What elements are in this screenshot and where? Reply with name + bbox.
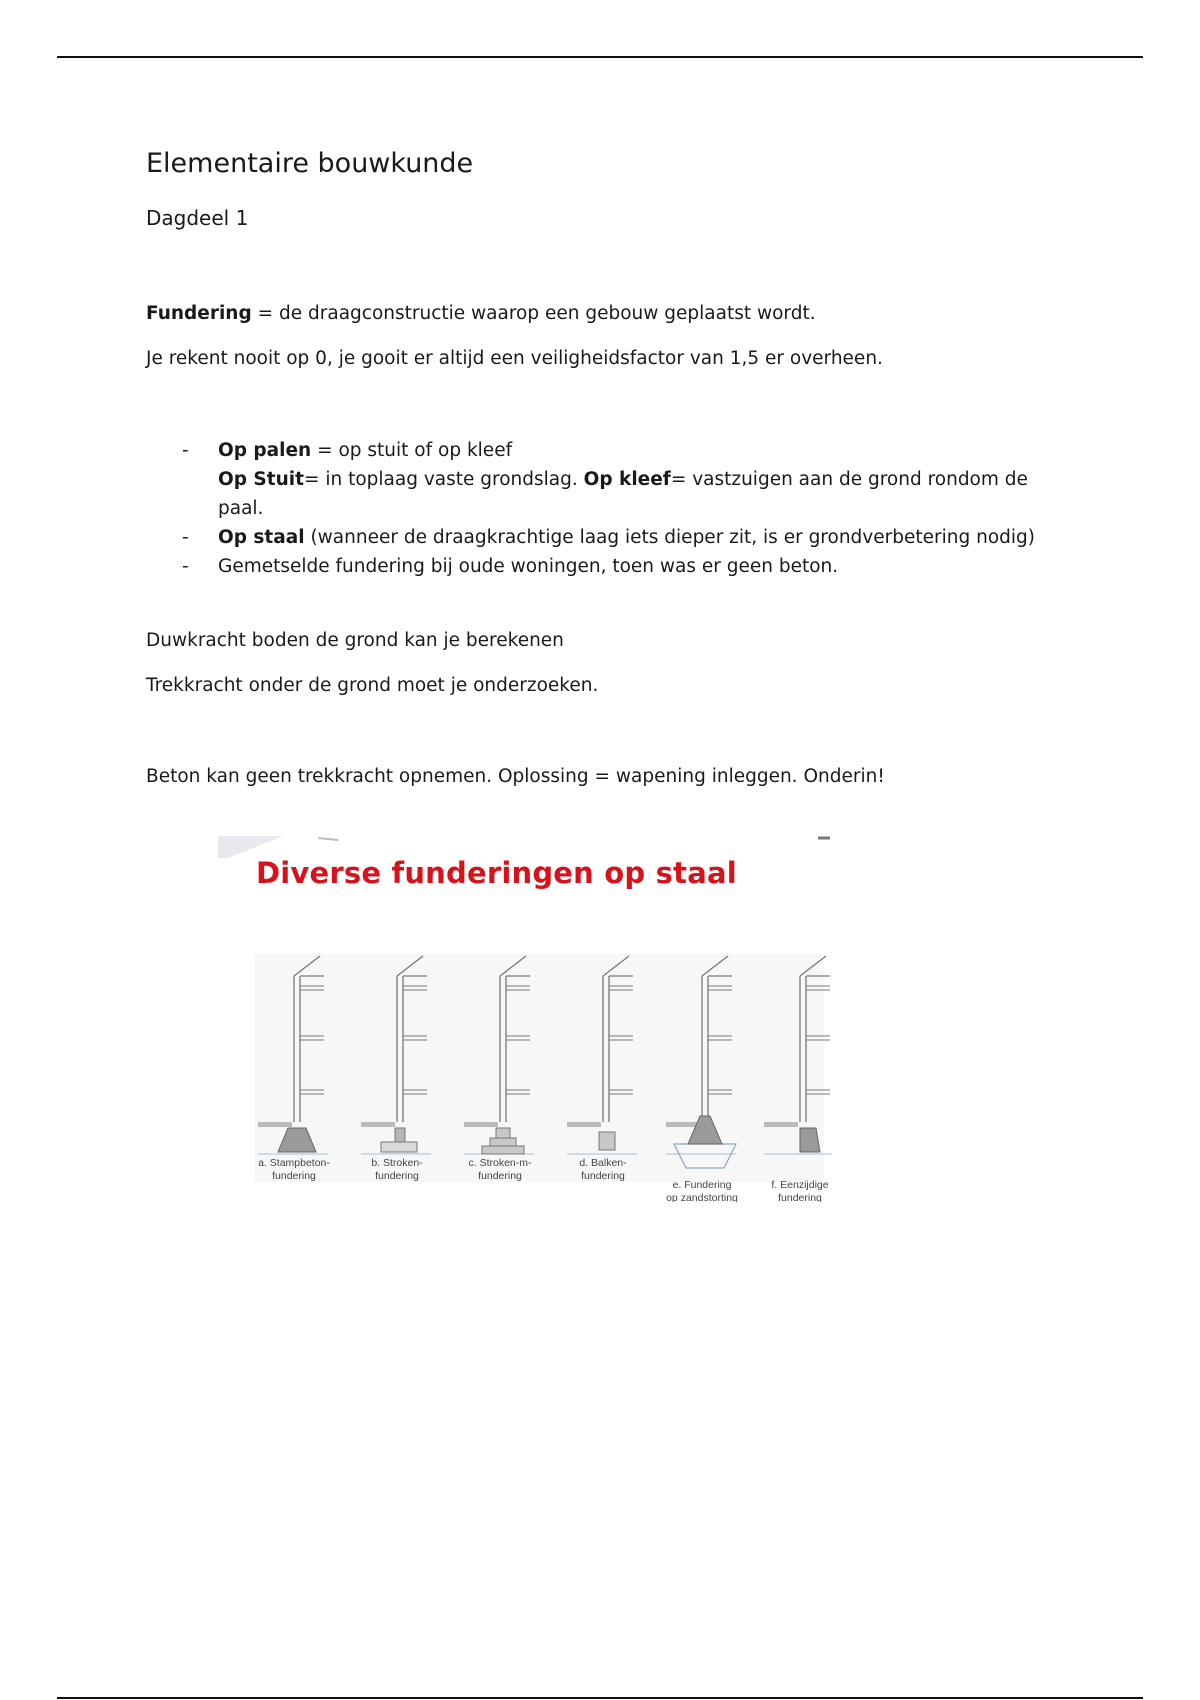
foundation-shape — [482, 1146, 524, 1154]
fundering-term: Fundering — [146, 303, 252, 324]
foundation-caption: fundering — [778, 1192, 822, 1202]
foundation-caption: fundering — [375, 1170, 419, 1182]
beton-paragraph: Beton kan geen trekkracht opnemen. Oplossing = wapening inleggen. Onderin! — [146, 766, 885, 787]
ground-hatch — [567, 1122, 601, 1127]
foundation-caption: fundering — [272, 1170, 316, 1182]
foundation-shape — [395, 1128, 405, 1142]
foundation-list — [182, 436, 1042, 581]
ground-hatch — [666, 1122, 700, 1127]
foundation-shape — [490, 1138, 516, 1146]
top-rule — [57, 56, 1143, 58]
foundation-caption: b. Stroken- — [371, 1157, 423, 1169]
item-term: Op palen — [218, 440, 312, 461]
item-subterm: Op Stuit — [218, 469, 304, 490]
foundation-shape — [381, 1142, 417, 1152]
item-text: Gemetselde fundering bij oude woningen, toen was er geen beton. — [218, 556, 839, 577]
foundation-caption: fundering — [478, 1170, 522, 1182]
foundation-caption: e. Fundering — [672, 1179, 732, 1191]
safety-paragraph: Je rekent nooit op 0, je gooit er altijd een veiligheidsfactor van 1,5 er overheen. — [146, 348, 883, 369]
foundation-diagrams — [218, 836, 832, 1202]
foundation-shape — [800, 1128, 820, 1152]
ground-hatch — [258, 1122, 292, 1127]
list-dash: - — [182, 527, 189, 548]
bottom-rule — [57, 1697, 1143, 1699]
list-item — [182, 436, 1042, 523]
trekkracht-paragraph: Trekkracht onder de grond moet je onderzoeken. — [146, 675, 599, 696]
fundering-def-text: = de draagconstructie waarop een gebouw geplaatst wordt. — [251, 303, 816, 324]
duwkracht-paragraph: Duwkracht boden de grond kan je berekenen — [146, 630, 564, 651]
item-subterm: Op kleef — [583, 469, 671, 490]
list-item — [182, 523, 1042, 552]
diagram-panel — [254, 954, 824, 1182]
foundation-caption: c. Stroken-m- — [468, 1157, 532, 1169]
document-subtitle: Dagdeel 1 — [146, 206, 249, 230]
fundering-definition — [146, 303, 816, 324]
list-item — [182, 552, 1042, 581]
foundation-caption: f. Eenzijdige — [771, 1179, 829, 1191]
document-title: Elementaire bouwkunde — [146, 148, 474, 179]
ground-hatch — [764, 1122, 798, 1127]
ground-hatch — [361, 1122, 395, 1127]
item-term: Op staal — [218, 527, 305, 548]
foundation-types-figure — [218, 836, 832, 1202]
foundation-caption: a. Stampbeton- — [258, 1157, 330, 1169]
item-text: (wanneer de draagkrachtige laag iets dieper zit, is er grondverbetering nodig) — [304, 527, 1035, 548]
item-subtext: = in toplaag vaste grondslag. — [303, 469, 584, 490]
foundation-caption: fundering — [581, 1170, 625, 1182]
foundation-shape — [599, 1132, 615, 1150]
item-subtext: = vastzuigen aan de grond rondom de paal. — [218, 469, 1028, 519]
list-dash: - — [182, 440, 189, 461]
figure-title: Diverse funderingen op staal — [256, 856, 737, 890]
foundation-caption: op zandstorting — [666, 1192, 738, 1202]
list-dash: - — [182, 556, 189, 577]
ground-hatch — [464, 1122, 498, 1127]
foundation-shape — [496, 1128, 510, 1138]
item-text: = op stuit of op kleef — [311, 440, 513, 461]
foundation-caption: d. Balken- — [579, 1157, 627, 1169]
